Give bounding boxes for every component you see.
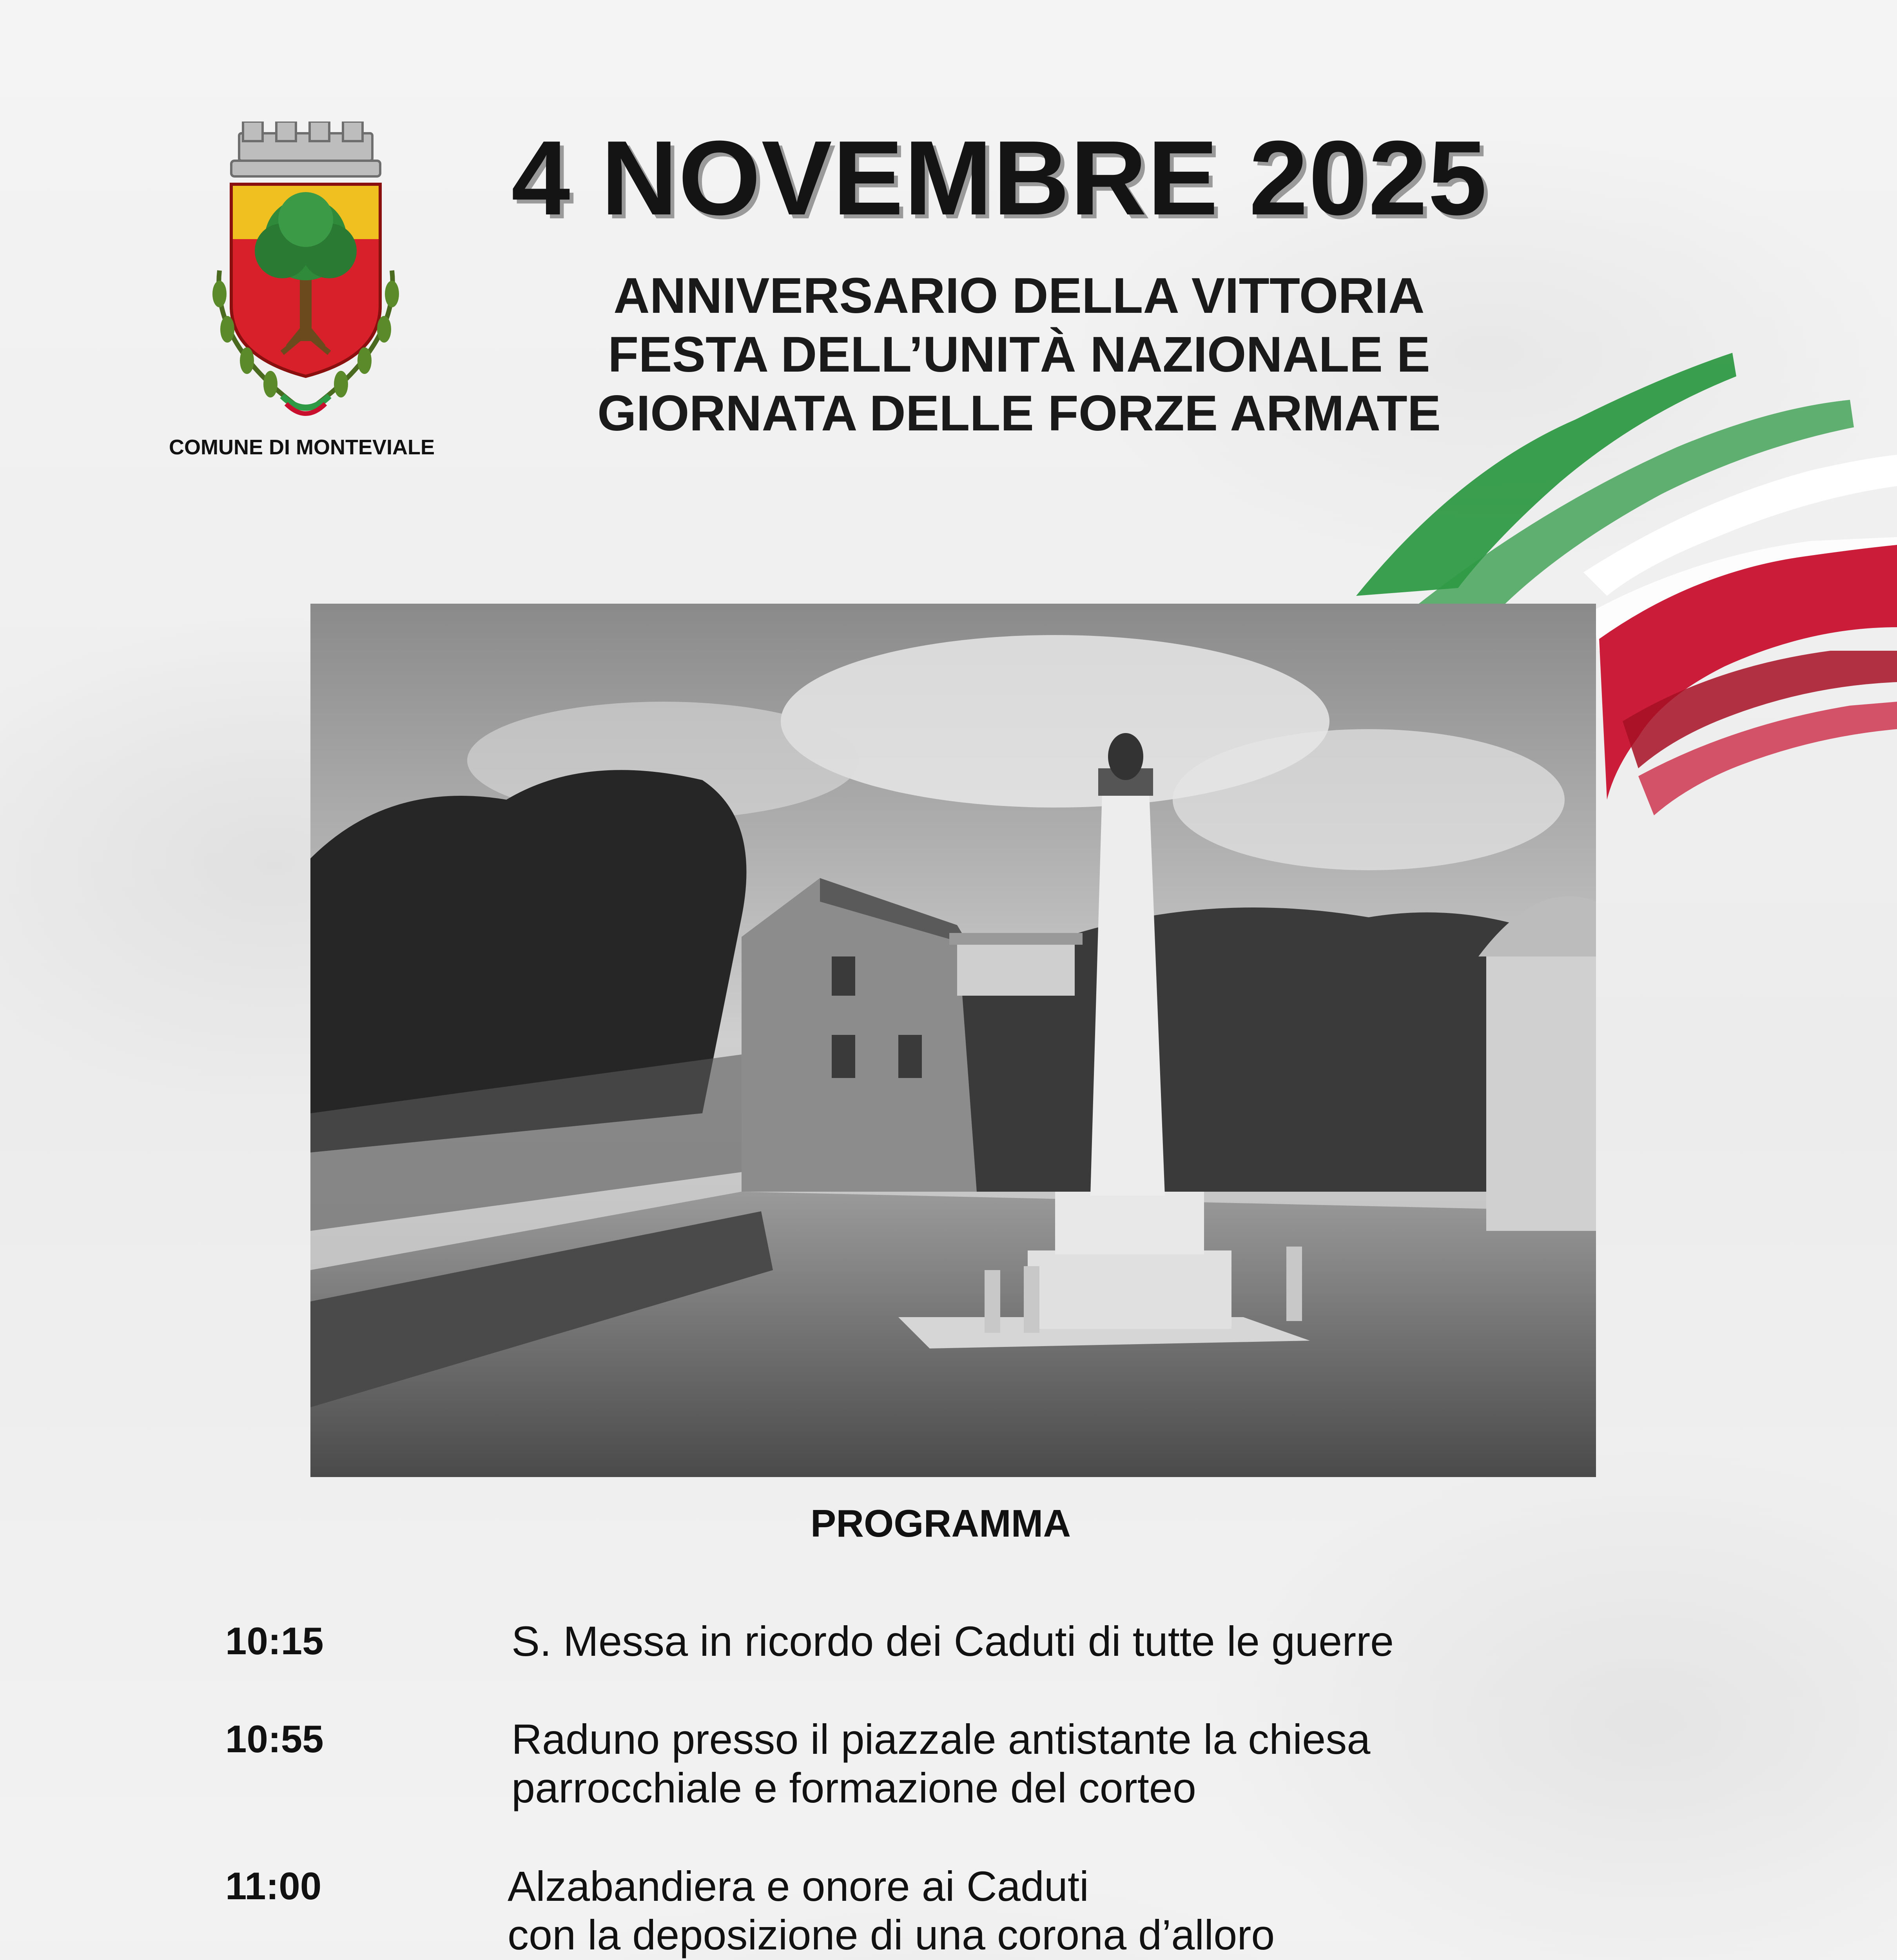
program-item: [511, 1617, 1394, 1666]
program-line: Raduno presso il piazzale antistante la chiesa: [511, 1715, 1371, 1763]
subtitle-line: ANNIVERSARIO DELLA VITTORIA: [613, 268, 1425, 324]
program-item: [508, 1862, 1275, 1960]
subtitle-line: GIORNATA DELLE FORZE ARMATE: [597, 385, 1441, 441]
program-line: S. Messa in ricordo dei Caduti di tutte le guerre: [511, 1617, 1394, 1665]
programma-heading: PROGRAMMA: [810, 1502, 1071, 1545]
time-label: 10:15: [225, 1619, 324, 1662]
monument-photo: [310, 604, 1596, 1477]
program-line: parrocchiale e formazione del corteo: [511, 1764, 1196, 1811]
program-item: [511, 1715, 1370, 1812]
program-line: con la deposizione di una corona d’alloro: [508, 1911, 1275, 1958]
program-line: Alzabandiera e onore ai Caduti: [508, 1862, 1089, 1910]
coat-of-arms-icon: [204, 122, 408, 419]
comune-label: COMUNE DI MONTEVIALE: [169, 436, 435, 459]
subtitle-line: FESTA DELL’UNITÀ NAZIONALE E: [608, 327, 1430, 383]
time-label: 10:55: [225, 1717, 324, 1760]
page-title: 4 NOVEMBRE 2025: [511, 119, 1488, 237]
time-label: 11:00: [225, 1864, 322, 1907]
